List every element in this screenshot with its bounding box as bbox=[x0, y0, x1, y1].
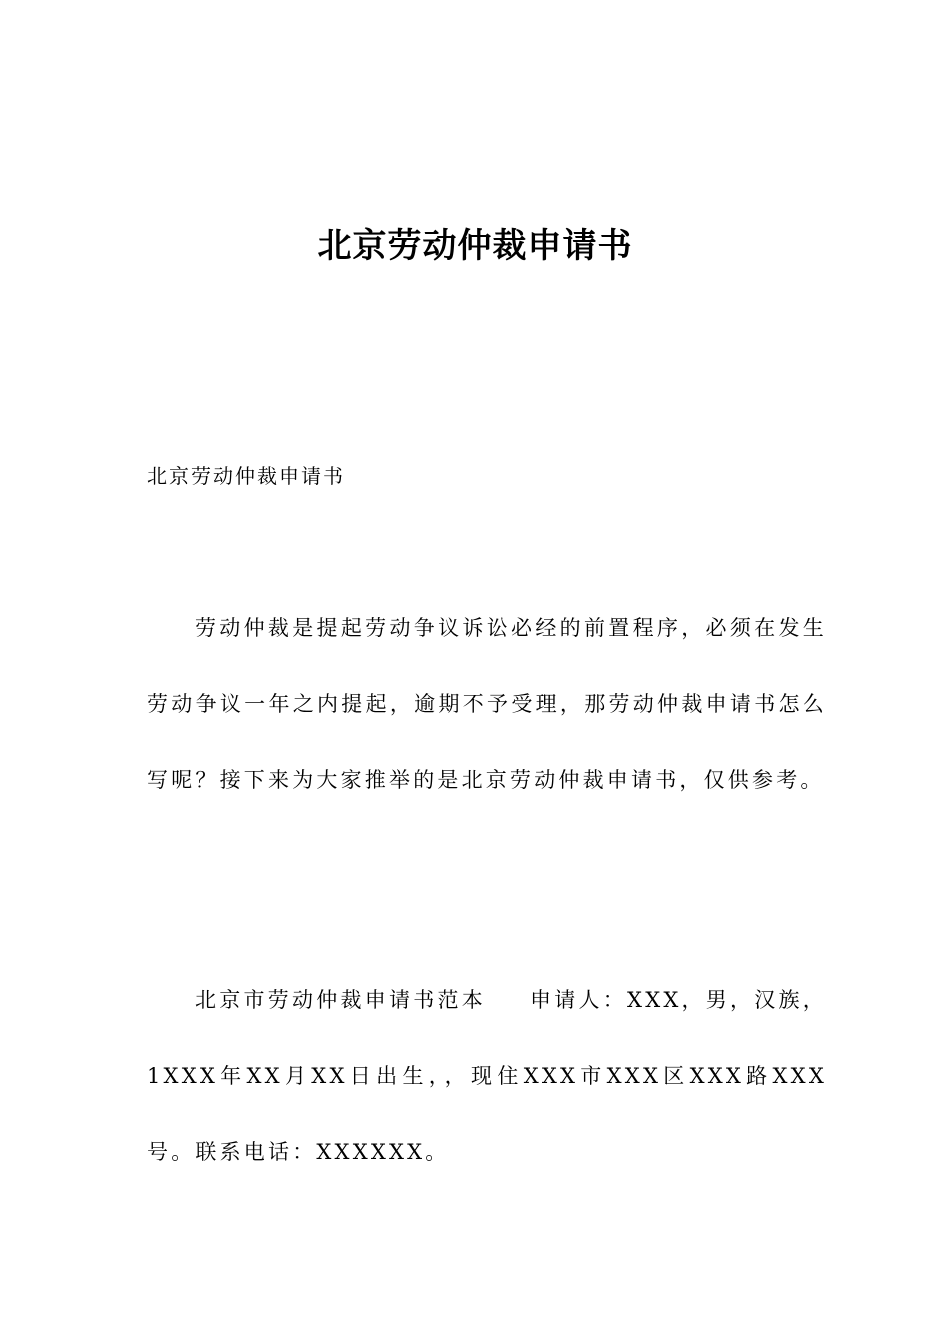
applicant-info: 申请人：XXX，男，汉族，1XXX年XX月XX日出生，，现住XXX市XXX区XXX路XXX号。联系电话：XXXXXX。 bbox=[147, 988, 827, 1164]
applicant-paragraph bbox=[147, 962, 827, 1190]
template-heading: 北京市劳动仲裁申请书范本 bbox=[195, 988, 486, 1012]
intro-paragraph: 劳动仲裁是提起劳动争议诉讼必经的前置程序，必须在发生劳动争议一年之内提起，逾期不予受理，那劳动仲裁申请书怎么写呢？接下来为大家推举的是北京劳动仲裁申请书，仅供参考。 bbox=[147, 616, 827, 792]
document-title: 北京劳动仲裁申请书 bbox=[317, 226, 633, 266]
document-subtitle: 北京劳动仲裁申请书 bbox=[147, 464, 345, 488]
